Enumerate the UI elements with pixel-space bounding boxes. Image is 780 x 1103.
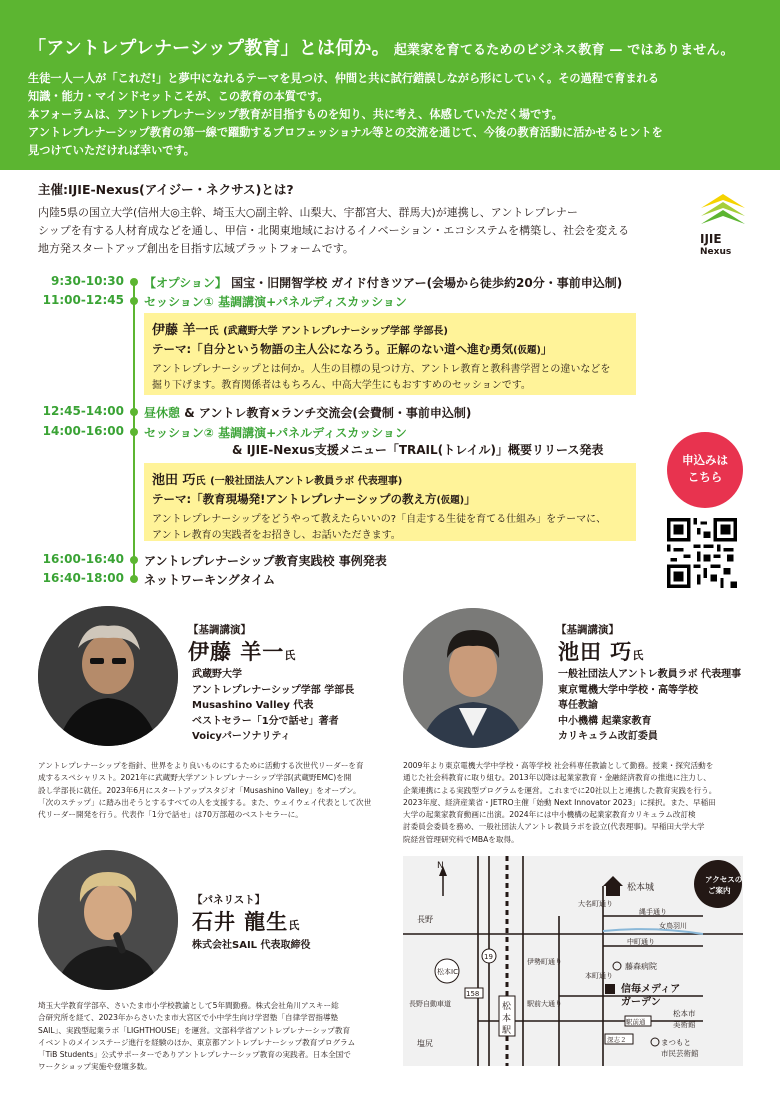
subtitle: 起業家を育てるためのビジネス教育 — ではありません。 — [393, 43, 734, 58]
talk-affiliation: (武蔵野大学 アントレプレナーシップ学部 学部長) — [223, 326, 448, 337]
bio-line: SAIL」、実践型起業ラボ「LIGHTHOUSE」を運営。文部科学省アントレプレナーシップ教育 — [38, 1025, 351, 1035]
map-label: 駅前通 — [626, 1018, 646, 1026]
aff-line: ベストセラー「1分で話せ」著者 — [192, 715, 339, 727]
venue-marker-icon — [605, 984, 615, 994]
apply-line: 申込みは — [682, 453, 728, 467]
map-venue: ガーデン — [621, 997, 661, 1008]
aff-line: 武蔵野大学 — [192, 669, 242, 680]
bio-line: 企業連携による実践型プログラムを運営。これまでに20社以上と連携した教育実践を行う。 — [403, 785, 717, 795]
talk-description: 掘り下げます。教育関係者はもちろん、中高大学生にもおすすめのセッションです。 — [152, 380, 531, 391]
timeline-dot — [130, 408, 138, 416]
schedule-label: 昼休憩 — [144, 406, 181, 420]
logo-sub: Nexus — [700, 247, 732, 257]
map-label: 本 — [502, 1014, 512, 1024]
map-label: まつもと — [661, 1038, 691, 1047]
schedule-text: 国宝・旧開智学校 ガイド付きツアー(会場から徒歩約20分・事前申込制) — [231, 276, 623, 290]
schedule-row — [0, 571, 780, 589]
speaker-name: 伊藤 羊一 — [188, 640, 285, 664]
bio-line: 代リーダー開発を行う。代表作「1分で話せ」は70万部超のベストセラーに。 — [38, 810, 303, 820]
map-label: 松本城 — [627, 883, 655, 893]
talk-description: アントレプレナーシップとは何か。人生の目標の見つけ方、アントレ教育と教科書学習との違いなどを — [152, 364, 611, 375]
map-venue: 信毎メディア — [621, 984, 681, 995]
aff-line: カリキュラム改訂委員 — [558, 731, 658, 742]
speaker-photo-ikeda — [403, 608, 543, 748]
header-banner — [0, 0, 780, 170]
aff-line: 株式会社SAIL 代表取締役 — [192, 940, 311, 951]
organizer-line: シップを有する人材育成などを通し、甲信・北関東地域におけるイノベーション・エコシステムを構築し、社会を変える — [38, 224, 630, 237]
schedule-time: 11:00-12:45 — [42, 293, 124, 307]
map-label: 伊勢町通り — [527, 958, 562, 966]
access-badge-icon — [694, 860, 742, 908]
bio-line: ワークショップ実施や登壇多数。 — [38, 1062, 152, 1072]
map-label: 縄手通り — [639, 908, 667, 916]
theme-end: 」 — [464, 492, 476, 506]
bio-line: 合研究所を経て、2023年からさいたま市大宮区で小中学生向け学習塾「自律学習指導塾 — [38, 1013, 339, 1023]
honorific: 氏 — [195, 476, 206, 487]
speaker-affiliation — [192, 938, 311, 954]
lead-text — [28, 70, 752, 160]
aff-line: 中小機構 起業家教育 — [558, 715, 652, 727]
schedule-row-extra — [0, 441, 780, 459]
map-label: 19 — [484, 953, 493, 961]
timeline-dot — [130, 575, 138, 583]
map-label: 美術館 — [673, 1020, 696, 1029]
bio-line: 埼玉大学教育学部卒、さいたま市小学校教諭として5年間勤務。株式会社角川アスキー総 — [38, 1001, 339, 1010]
theme-end: 」 — [540, 342, 553, 356]
timeline-dot — [130, 297, 138, 305]
aff-line: 一般社団法人アントレ教員ラボ 代表理事 — [558, 669, 742, 680]
map-access: アクセスの — [705, 875, 743, 884]
map-label: 長野自動車道 — [409, 1000, 451, 1008]
map-label: 女鳥羽川 — [659, 922, 687, 930]
map-label: 大名町通り — [578, 900, 613, 908]
speaker-affiliation — [192, 667, 354, 745]
schedule-row — [0, 424, 780, 442]
organizer-section — [38, 180, 688, 258]
access-map — [403, 856, 743, 1066]
bio-line: 大学の起業家教育動画に出演。2024年には中小機構の起業家教育カリキュラム改訂検 — [403, 810, 696, 820]
schedule-row — [0, 293, 780, 311]
map-label: 塩尻 — [417, 1039, 433, 1048]
talk-theme: テーマ:「自分という物語の主人公になろう。正解のない道へ進む勇気 — [152, 342, 514, 356]
map-label: 158 — [466, 990, 480, 998]
portrait-ishii-icon — [38, 850, 178, 990]
lead-line: 本フォーラムは、アントレプレナーシップ教育が目指すものを知り、共に考え、体感していただく場です。 — [28, 108, 563, 121]
map-north: N — [437, 861, 444, 871]
speaker-affiliation — [558, 667, 741, 745]
speaker-bio — [38, 1000, 383, 1074]
lead-line: 見つけていただければ幸いです。 — [28, 144, 195, 157]
aff-line: Musashino Valley 代表 — [192, 700, 314, 711]
lead-line: 生徒一人一人が「これだ!」と夢中になれるテーマを見つけ、仲間と共に試行錯誤しながら形にしていく。その過程で育まれる — [28, 72, 659, 85]
timeline-dot — [130, 278, 138, 286]
schedule-time: 16:40-18:00 — [42, 571, 124, 585]
map-label: 松本IC — [437, 968, 458, 976]
speaker-name: 池田 巧 — [558, 640, 633, 664]
bio-line: 「TiB Students」公式サポーターでありアントレプレナーシップ教育の実践者。日本全国で — [38, 1050, 351, 1060]
schedule-time: 9:30-10:30 — [50, 274, 124, 288]
schedule-label: 【オプション】 — [144, 276, 227, 290]
organizer-line: 内陸5県の国立大学(信州大◎主幹、埼玉大○副主幹、山梨大、宇都宮大、群馬大)が連携し、アントレプレナー — [38, 206, 578, 219]
talk-box-ito — [144, 313, 636, 395]
lead-line: 知識・能力・マインドセットこそが、この教育の本質です。 — [28, 90, 329, 103]
aff-line: アントレプレナーシップ学部 学部長 — [192, 684, 355, 696]
honorific: 氏 — [284, 649, 296, 662]
bio-line: 「次のステップ」に踏み出そうとするすべての人を支援する。また、ウェイウェイ代表として次世 — [38, 797, 372, 807]
bio-line: 院経営管理研究科でMBAを取得。 — [403, 834, 519, 844]
timeline-dot — [130, 556, 138, 564]
organizer-heading: 主催:IJIE-Nexus(アイジー・ネクサス)とは? — [38, 182, 294, 197]
aff-line: 東京電機大学中学校・高等学校 — [558, 684, 698, 696]
map-label: 長野 — [417, 915, 433, 924]
map-label: 駅前大通り — [527, 1000, 562, 1008]
map-label: 本町通り — [585, 972, 613, 980]
schedule-label: セッション② 基調講演+パネルディスカッション — [144, 426, 407, 440]
bio-line: 通じた社会科教育に取り組む。2013年以降は起業家教育・金融経済教育の推進に注力し、 — [403, 773, 711, 783]
schedule-row — [0, 274, 780, 292]
speaker-tag: 【基調講演】 — [556, 624, 619, 636]
map-label: 駅 — [502, 1026, 512, 1036]
logo-name: IJIE — [700, 232, 722, 246]
schedule-time: 12:45-14:00 — [42, 404, 124, 418]
talk-description: アントレプレナーシップをどうやって教えたらいいの?「自走する生徒を育てる仕組み」をテーマに、 — [152, 514, 607, 525]
main-title: 「アントレプレナーシップ教育」とは何か。 — [28, 38, 390, 59]
map-label: 市民芸術館 — [661, 1049, 699, 1058]
theme-note: (仮題) — [436, 495, 465, 506]
talk-affiliation: (一般社団法人アントレ教員ラボ 代表理事) — [210, 476, 403, 487]
speaker-name: 石井 龍生 — [192, 910, 289, 934]
talk-speaker-name: 池田 巧 — [152, 473, 196, 488]
schedule-text: ネットワーキングタイム — [144, 573, 276, 587]
theme-note: (仮題) — [513, 345, 541, 356]
bio-line: イベントのメインステージ進行を経験のほか、東京都アントレプレナーシップ教育プログラム — [38, 1037, 356, 1047]
honorific: 氏 — [632, 649, 644, 662]
bio-line: 成するスペシャリスト。2021年に武蔵野大学アントレプレナーシップ学部(武蔵野EMC)を開 — [38, 773, 352, 783]
session-extra: & IJIE-Nexus支援メニュー「TRAIL(トレイル)」概要リリース発表 — [232, 443, 604, 457]
timeline-dot — [130, 428, 138, 436]
bio-line: 討委員会委員を務め、一般社団法人アントレ教員ラボを設立(代表理事)。早稲田大学大学 — [403, 822, 705, 832]
schedule-row — [0, 404, 780, 422]
organizer-description — [38, 204, 688, 258]
honorific: 氏 — [288, 919, 300, 932]
talk-speaker-name: 伊藤 羊一 — [152, 323, 209, 338]
schedule-row — [0, 552, 780, 570]
map-label: 深志２ — [607, 1036, 627, 1044]
map-label: 松 — [502, 1002, 512, 1012]
speaker-bio — [403, 760, 753, 846]
apply-button[interactable] — [667, 432, 743, 508]
schedule-label: セッション① 基調講演+パネルディスカッション — [144, 295, 407, 309]
speaker-bio — [38, 760, 378, 821]
schedule-text: & アントレ教育×ランチ交流会(会費制・事前申込制) — [184, 406, 472, 420]
talk-theme: テーマ:「教育現場発!アントレプレナーシップの教え方 — [152, 492, 437, 506]
aff-line: Voicyパーソナリティ — [192, 731, 291, 742]
schedule-time: 16:00-16:40 — [42, 552, 124, 566]
talk-box-ikeda — [144, 463, 636, 541]
map-label: 藤森病院 — [625, 962, 657, 971]
bio-line: アントレプレナーシップを指針、世界をより良いものにするために活動する次世代リーダーを育 — [38, 761, 364, 770]
map-label: 松本市 — [673, 1009, 696, 1018]
page-title — [28, 34, 752, 60]
bio-line: 設し学部長に就任。2023年6月にスタートアップスタジオ「Musashino Valley」をオープン。 — [38, 785, 361, 795]
talk-description: アントレ教育の実践者をお招きし、お話いただきます。 — [152, 530, 401, 541]
schedule-text: アントレプレナーシップ教育実践校 事例発表 — [144, 554, 387, 568]
speaker-tag: 【基調講演】 — [188, 624, 251, 636]
map-label: 中町通り — [627, 938, 655, 946]
speaker-tag: 【パネリスト】 — [192, 894, 266, 906]
speaker-photo-ito — [38, 606, 178, 746]
map-access: ご案内 — [708, 886, 731, 895]
qr-code-icon[interactable] — [667, 518, 737, 588]
portrait-ito-icon — [38, 606, 178, 746]
apply-line: こちら — [687, 470, 723, 484]
honorific: 氏 — [208, 326, 219, 337]
lead-line: アントレプレナーシップ教育の第一線で躍動するプロフェッショナル等との交流を通じて、今後の教育活動に活かせるヒントを — [28, 126, 663, 139]
portrait-ikeda-icon — [403, 608, 543, 748]
aff-line: 専任教諭 — [558, 700, 598, 711]
organizer-line: 地方発スタートアップ創出を目指す広域プラットフォームです。 — [38, 242, 354, 255]
speaker-photo-ishii — [38, 850, 178, 990]
bio-line: 2009年より東京電機大学中学校・高等学校 社会科専任教諭として勤務。授業・探究活動を — [403, 761, 714, 770]
bio-line: 2023年度、経済産業省・JETRO主催「始動 Next Innovator 2023」に採択。また、早稲田 — [403, 797, 716, 807]
schedule-time: 14:00-16:00 — [42, 424, 124, 438]
